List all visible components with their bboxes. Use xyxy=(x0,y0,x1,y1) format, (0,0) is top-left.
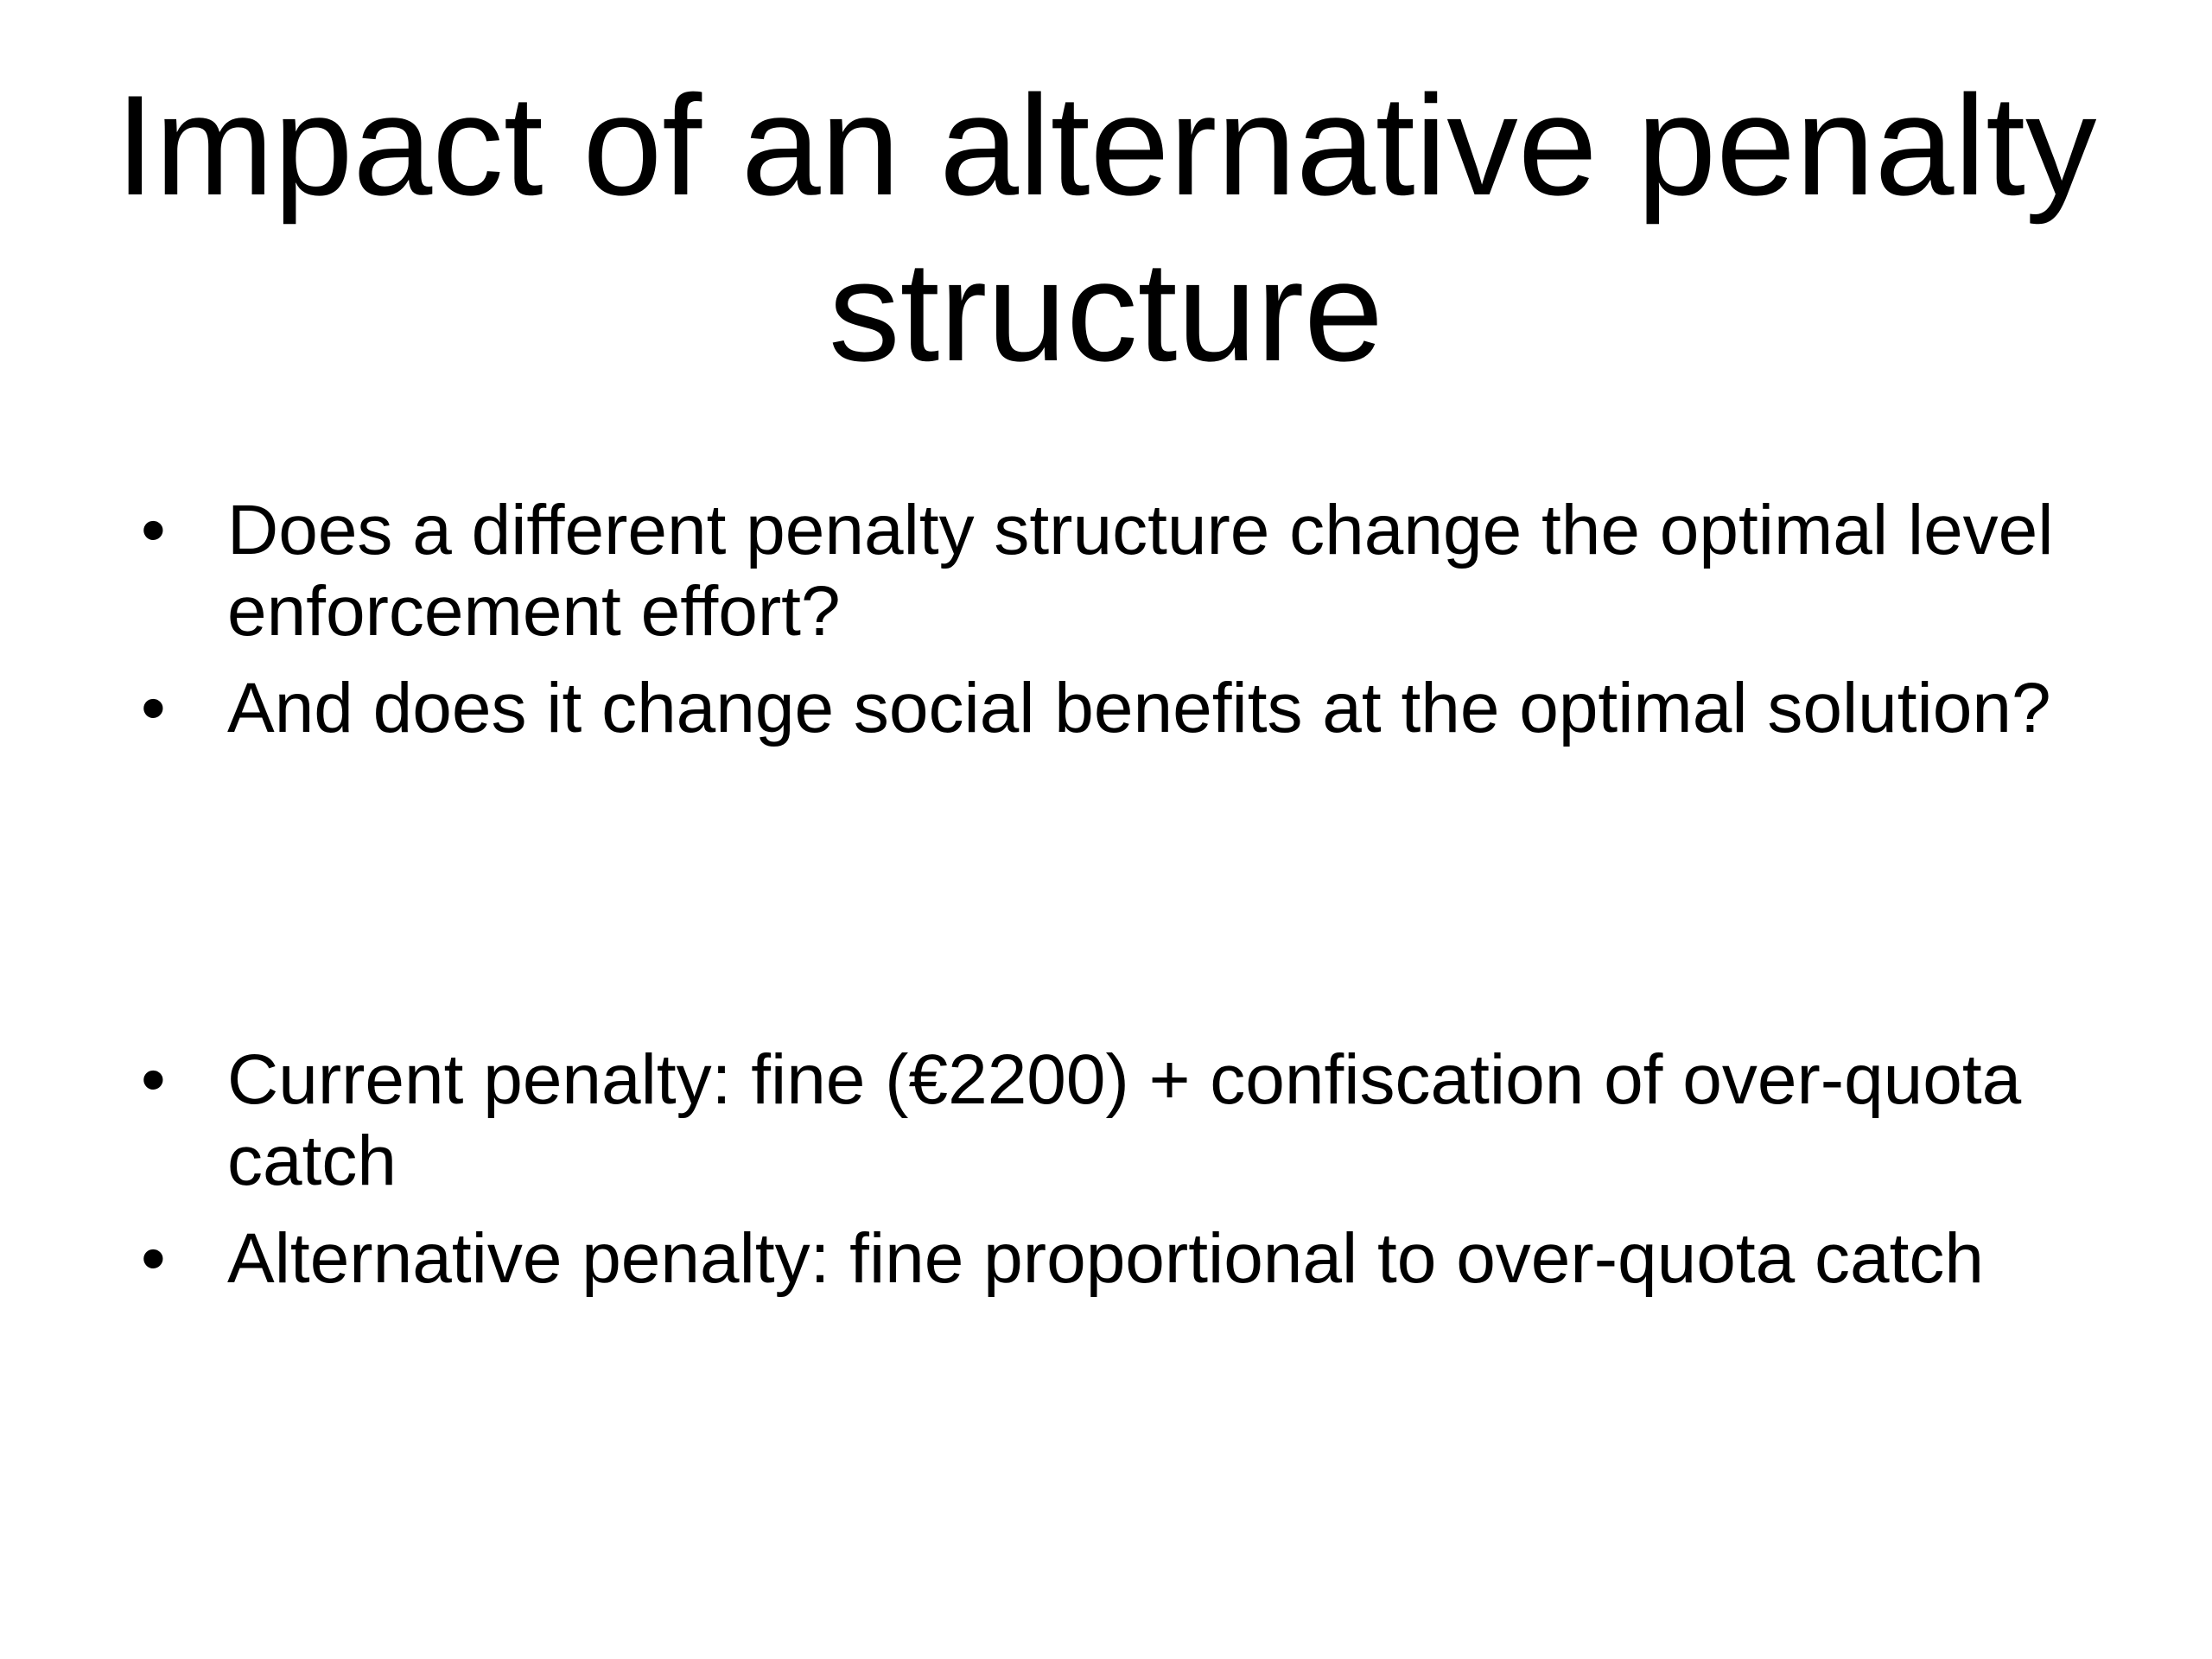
bullet-marker: • xyxy=(141,1040,166,1119)
bullet-marker: • xyxy=(141,669,166,747)
bullet-marker: • xyxy=(141,491,166,569)
bullet-text: Alternative penalty: fine proportional to over-quota catch xyxy=(227,1219,1984,1298)
bullet-text: Does a different penalty structure change the optimal level enforcement effort? xyxy=(227,491,2054,651)
slide-title: Impact of an alternative penalty structure xyxy=(115,66,2097,391)
bullet-text: Current penalty: fine (€2200) + confiscation of over-quota catch xyxy=(227,1040,2022,1200)
bullet-text: And does it change social benefits at the optimal solution? xyxy=(227,669,2051,747)
bullet-marker: • xyxy=(141,1219,166,1298)
